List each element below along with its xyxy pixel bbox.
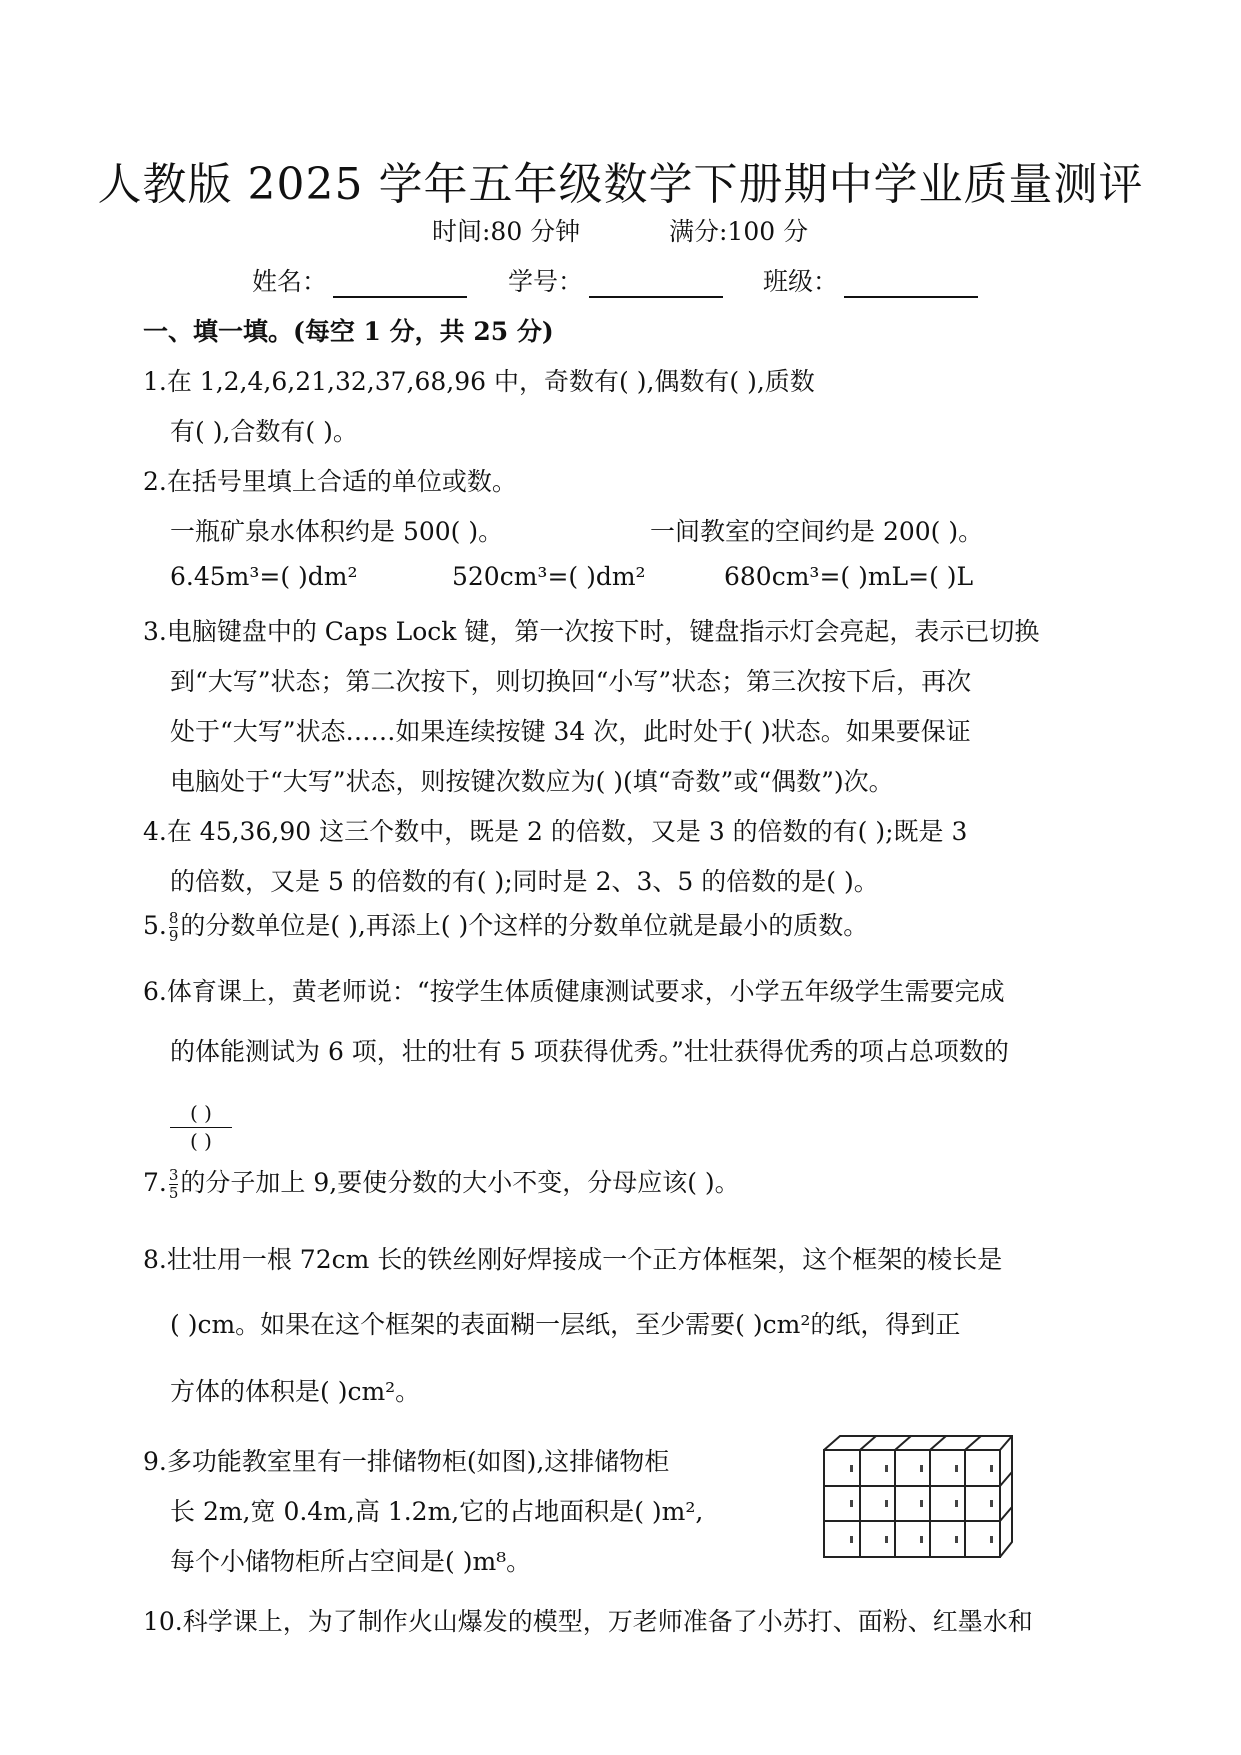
cabinet-corner-edge xyxy=(1000,1436,1012,1450)
cabinet-knob xyxy=(920,1536,923,1543)
name-blank[interactable] xyxy=(333,272,467,298)
q7-number: 7. xyxy=(143,1168,167,1197)
cabinet-knob xyxy=(885,1536,888,1543)
q3-line-2: 到“大写”状态；第二次按下，则切换回“小写”状态；第三次按下后，再次 xyxy=(170,667,972,696)
storage-cabinet-figure xyxy=(820,1432,1016,1562)
cabinet-knob xyxy=(920,1465,923,1472)
q4-line-1: 4.在 45,36,90 这三个数中，既是 2 的倍数，又是 3 的倍数的有( );既是 3 xyxy=(143,817,968,846)
name-label: 姓名： xyxy=(252,267,328,296)
cabinet-knob xyxy=(955,1536,958,1543)
q7-denominator: 5 xyxy=(168,1184,179,1202)
cabinet-knob xyxy=(955,1500,958,1507)
q7-line xyxy=(143,1163,740,1202)
q4-line-2: 的倍数，又是 5 的倍数的有( );同时是 2、3、5 的倍数的是( )。 xyxy=(170,867,879,896)
q8-line-2: ( )cm。如果在这个框架的表面糊一层纸，至少需要( )cm²的纸，得到正 xyxy=(170,1310,961,1339)
q6-answer-fraction[interactable] xyxy=(170,1100,232,1155)
cabinet-side-shelf-2 xyxy=(1000,1507,1012,1521)
q5-fraction xyxy=(169,910,179,945)
q2-line-2a: 一瓶矿泉水体积约是 500( )。 xyxy=(170,517,504,546)
cabinet-knob xyxy=(885,1500,888,1507)
q5-numerator: 8 xyxy=(168,909,179,927)
q7-text: 的分子加上 9,要使分数的大小不变，分母应该( )。 xyxy=(180,1168,740,1197)
cabinet-top-divider-1 xyxy=(860,1436,876,1450)
q10-line-1: 10.科学课上，为了制作火山爆发的模型，万老师准备了小苏打、面粉、红墨水和 xyxy=(143,1607,1033,1636)
q2-line-3a: 6.45m³=( )dm² xyxy=(170,562,358,591)
cabinet-knob xyxy=(885,1465,888,1472)
q5-line xyxy=(143,906,868,945)
section-heading: 一、填一填。(每空 1 分，共 25 分) xyxy=(143,317,554,346)
q9-line-2: 长 2m,宽 0.4m,高 1.2m,它的占地面积是( )m², xyxy=(170,1497,704,1526)
q2-line-2b: 一间教室的空间约是 200( )。 xyxy=(650,517,984,546)
q7-numerator: 3 xyxy=(168,1166,179,1184)
page-title: 人教版 2025 学年五年级数学下册期中学业质量测评 xyxy=(97,159,1144,210)
q5-denominator: 9 xyxy=(168,927,179,945)
cabinet-side-shelf-1 xyxy=(1000,1472,1012,1486)
exam-full-score: 满分:100 分 xyxy=(669,217,809,246)
q3-line-4: 电脑处于“大写”状态，则按键次数应为( )(填“奇数”或“偶数”)次。 xyxy=(170,767,894,796)
q3-line-1: 3.电脑键盘中的 Caps Lock 键，第一次按下时，键盘指示灯会亮起，表示已切换 xyxy=(143,617,1040,646)
cabinet-knobs xyxy=(850,1465,993,1543)
cabinet-knob xyxy=(990,1465,993,1472)
q1-line-2: 有( ),合数有( )。 xyxy=(170,417,358,446)
exam-time: 时间:80 分钟 xyxy=(432,217,581,246)
cabinet-top-divider-4 xyxy=(965,1436,981,1450)
q8-line-3: 方体的体积是( )cm²。 xyxy=(170,1377,421,1406)
q2-line-1: 2.在括号里填上合适的单位或数。 xyxy=(143,467,517,496)
id-label: 学号： xyxy=(508,267,584,296)
cabinet-knob xyxy=(955,1465,958,1472)
q6-fraction-denominator[interactable]: ( ) xyxy=(170,1127,232,1155)
cabinet-knob xyxy=(850,1536,853,1543)
q6-line-1: 6.体育课上，黄老师说：“按学生体质健康测试要求，小学五年级学生需要完成 xyxy=(143,977,1005,1006)
cabinet-knob xyxy=(990,1536,993,1543)
cabinet-knob xyxy=(990,1500,993,1507)
id-field[interactable] xyxy=(508,262,723,298)
class-field[interactable] xyxy=(763,262,978,298)
q2-line-3c: 680cm³=( )mL=( )L xyxy=(724,562,974,591)
q5-number: 5. xyxy=(143,911,167,940)
q9-line-3: 每个小储物柜所占空间是( )m⁸。 xyxy=(170,1547,532,1576)
class-blank[interactable] xyxy=(844,272,978,298)
class-label: 班级： xyxy=(763,267,839,296)
q8-line-1: 8.壮壮用一根 72cm 长的铁丝刚好焊接成一个正方体框架，这个框架的棱长是 xyxy=(143,1245,1003,1274)
cabinet-top-divider-3 xyxy=(930,1436,946,1450)
q7-fraction xyxy=(169,1167,179,1202)
q9-line-1: 9.多功能教室里有一排储物柜(如图),这排储物柜 xyxy=(143,1447,670,1476)
q1-line-1: 1.在 1,2,4,6,21,32,37,68,96 中，奇数有( ),偶数有( ),质数 xyxy=(143,367,815,396)
id-blank[interactable] xyxy=(589,272,723,298)
q3-line-3: 处于“大写”状态……如果连续按键 34 次，此时处于( )状态。如果要保证 xyxy=(170,717,971,746)
cabinet-top-divider-2 xyxy=(895,1436,911,1450)
name-field[interactable] xyxy=(252,262,467,298)
q6-fraction-numerator[interactable]: ( ) xyxy=(190,1101,212,1125)
q6-line-2: 的体能测试为 6 项，壮的壮有 5 项获得优秀。”壮壮获得优秀的项占总项数的 xyxy=(170,1037,1009,1066)
cabinet-knob xyxy=(920,1500,923,1507)
q5-text: 的分数单位是( ),再添上( )个这样的分数单位就是最小的质数。 xyxy=(180,911,869,940)
cabinet-knob xyxy=(850,1500,853,1507)
q2-line-3b: 520cm³=( )dm² xyxy=(452,562,646,591)
cabinet-knob xyxy=(850,1465,853,1472)
